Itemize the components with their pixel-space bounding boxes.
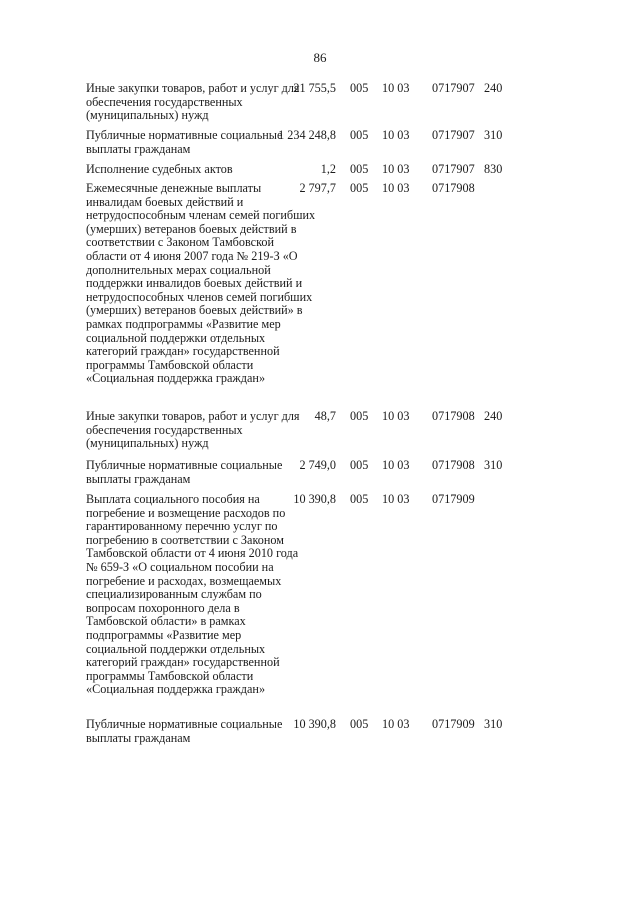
row-name: Публичные нормативные социальные выплаты гражданам bbox=[86, 128, 283, 156]
row-target-code: 0717907 bbox=[432, 81, 475, 95]
row-expense-type-code: 310 bbox=[484, 128, 503, 142]
row-target-code: 0717909 bbox=[432, 717, 475, 731]
row-section-code: 10 03 bbox=[382, 409, 410, 423]
row-name: Публичные нормативные социальные выплаты гражданам bbox=[86, 717, 283, 745]
row-name: Выплата социального пособия на погребение и возмещение расходов по гарантированному перечню услуг по погребению в соответствии с Законом Тамбовской области от 4 июня 2010 года № 659-З «О социальном пособии на погребение и расходах, возмещаемых специализированным службам по вопросам похоронного дела в Тамбовской области» в рамках подпрограммы «Развитие мер социальной поддержки отдельных категорий граждан» государственной программы Тамбовской области «Социальная поддержка граждан» bbox=[86, 492, 299, 697]
table-row bbox=[86, 162, 503, 177]
row-target-code: 0717907 bbox=[432, 162, 475, 176]
row-sum: 21 755,5 bbox=[293, 81, 336, 95]
row-name: Иные закупки товаров, работ и услуг для обеспечения государственных (муниципальных) нужд bbox=[86, 81, 300, 123]
row-sum: 10 390,8 bbox=[293, 717, 336, 731]
row-ved-code: 005 bbox=[350, 81, 369, 95]
row-sum: 10 390,8 bbox=[293, 492, 336, 506]
row-expense-type-code: 240 bbox=[484, 81, 503, 95]
row-target-code: 0717907 bbox=[432, 128, 475, 142]
row-section-code: 10 03 bbox=[382, 81, 410, 95]
row-section-code: 10 03 bbox=[382, 181, 410, 195]
table-row bbox=[86, 492, 475, 697]
row-ved-code: 005 bbox=[350, 492, 369, 506]
table-row bbox=[86, 181, 475, 386]
row-expense-type-code: 310 bbox=[484, 458, 503, 472]
row-section-code: 10 03 bbox=[382, 128, 410, 142]
table-row bbox=[86, 409, 503, 451]
row-ved-code: 005 bbox=[350, 458, 369, 472]
row-sum: 2 797,7 bbox=[299, 181, 336, 195]
table-row bbox=[86, 717, 503, 745]
row-ved-code: 005 bbox=[350, 181, 369, 195]
row-name: Ежемесячные денежные выплаты инвалидам боевых действий и нетрудоспособным членам семей погибших (умерших) ветеранов боевых действий в соответствии с Законом Тамбовской области от 4 июня 2007 года № 219-З «О дополнительных мерах социальной поддержки инвалидов боевых действий и нетрудоспособных членов семей погибших (умерших) ветеранов боевых действий» в рамках подпрограммы «Развитие мер социальной поддержки отдельных категорий граждан» государственной программы Тамбовской области «Социальная поддержка граждан» bbox=[86, 181, 316, 386]
row-name: Публичные нормативные социальные выплаты гражданам bbox=[86, 458, 283, 486]
row-section-code: 10 03 bbox=[382, 162, 410, 176]
row-ved-code: 005 bbox=[350, 409, 369, 423]
row-target-code: 0717908 bbox=[432, 409, 475, 423]
row-sum: 1 234 248,8 bbox=[278, 128, 336, 142]
row-target-code: 0717909 bbox=[432, 492, 475, 506]
row-expense-type-code: 310 bbox=[484, 717, 503, 731]
row-sum: 48,7 bbox=[314, 409, 336, 423]
table-row bbox=[86, 81, 503, 123]
table-row bbox=[86, 128, 503, 156]
row-sum: 1,2 bbox=[320, 162, 336, 176]
row-ved-code: 005 bbox=[350, 162, 369, 176]
row-ved-code: 005 bbox=[350, 717, 369, 731]
row-sum: 2 749,0 bbox=[299, 458, 336, 472]
row-target-code: 0717908 bbox=[432, 458, 475, 472]
row-expense-type-code: 240 bbox=[484, 409, 503, 423]
row-target-code: 0717908 bbox=[432, 181, 475, 195]
row-expense-type-code: 830 bbox=[484, 162, 503, 176]
table-row bbox=[86, 458, 503, 486]
row-section-code: 10 03 bbox=[382, 717, 410, 731]
row-section-code: 10 03 bbox=[382, 458, 410, 472]
row-ved-code: 005 bbox=[350, 128, 369, 142]
row-section-code: 10 03 bbox=[382, 492, 410, 506]
page-number: 86 bbox=[313, 50, 327, 65]
row-name: Исполнение судебных актов bbox=[86, 162, 233, 176]
row-name: Иные закупки товаров, работ и услуг для обеспечения государственных (муниципальных) нужд bbox=[86, 409, 300, 451]
